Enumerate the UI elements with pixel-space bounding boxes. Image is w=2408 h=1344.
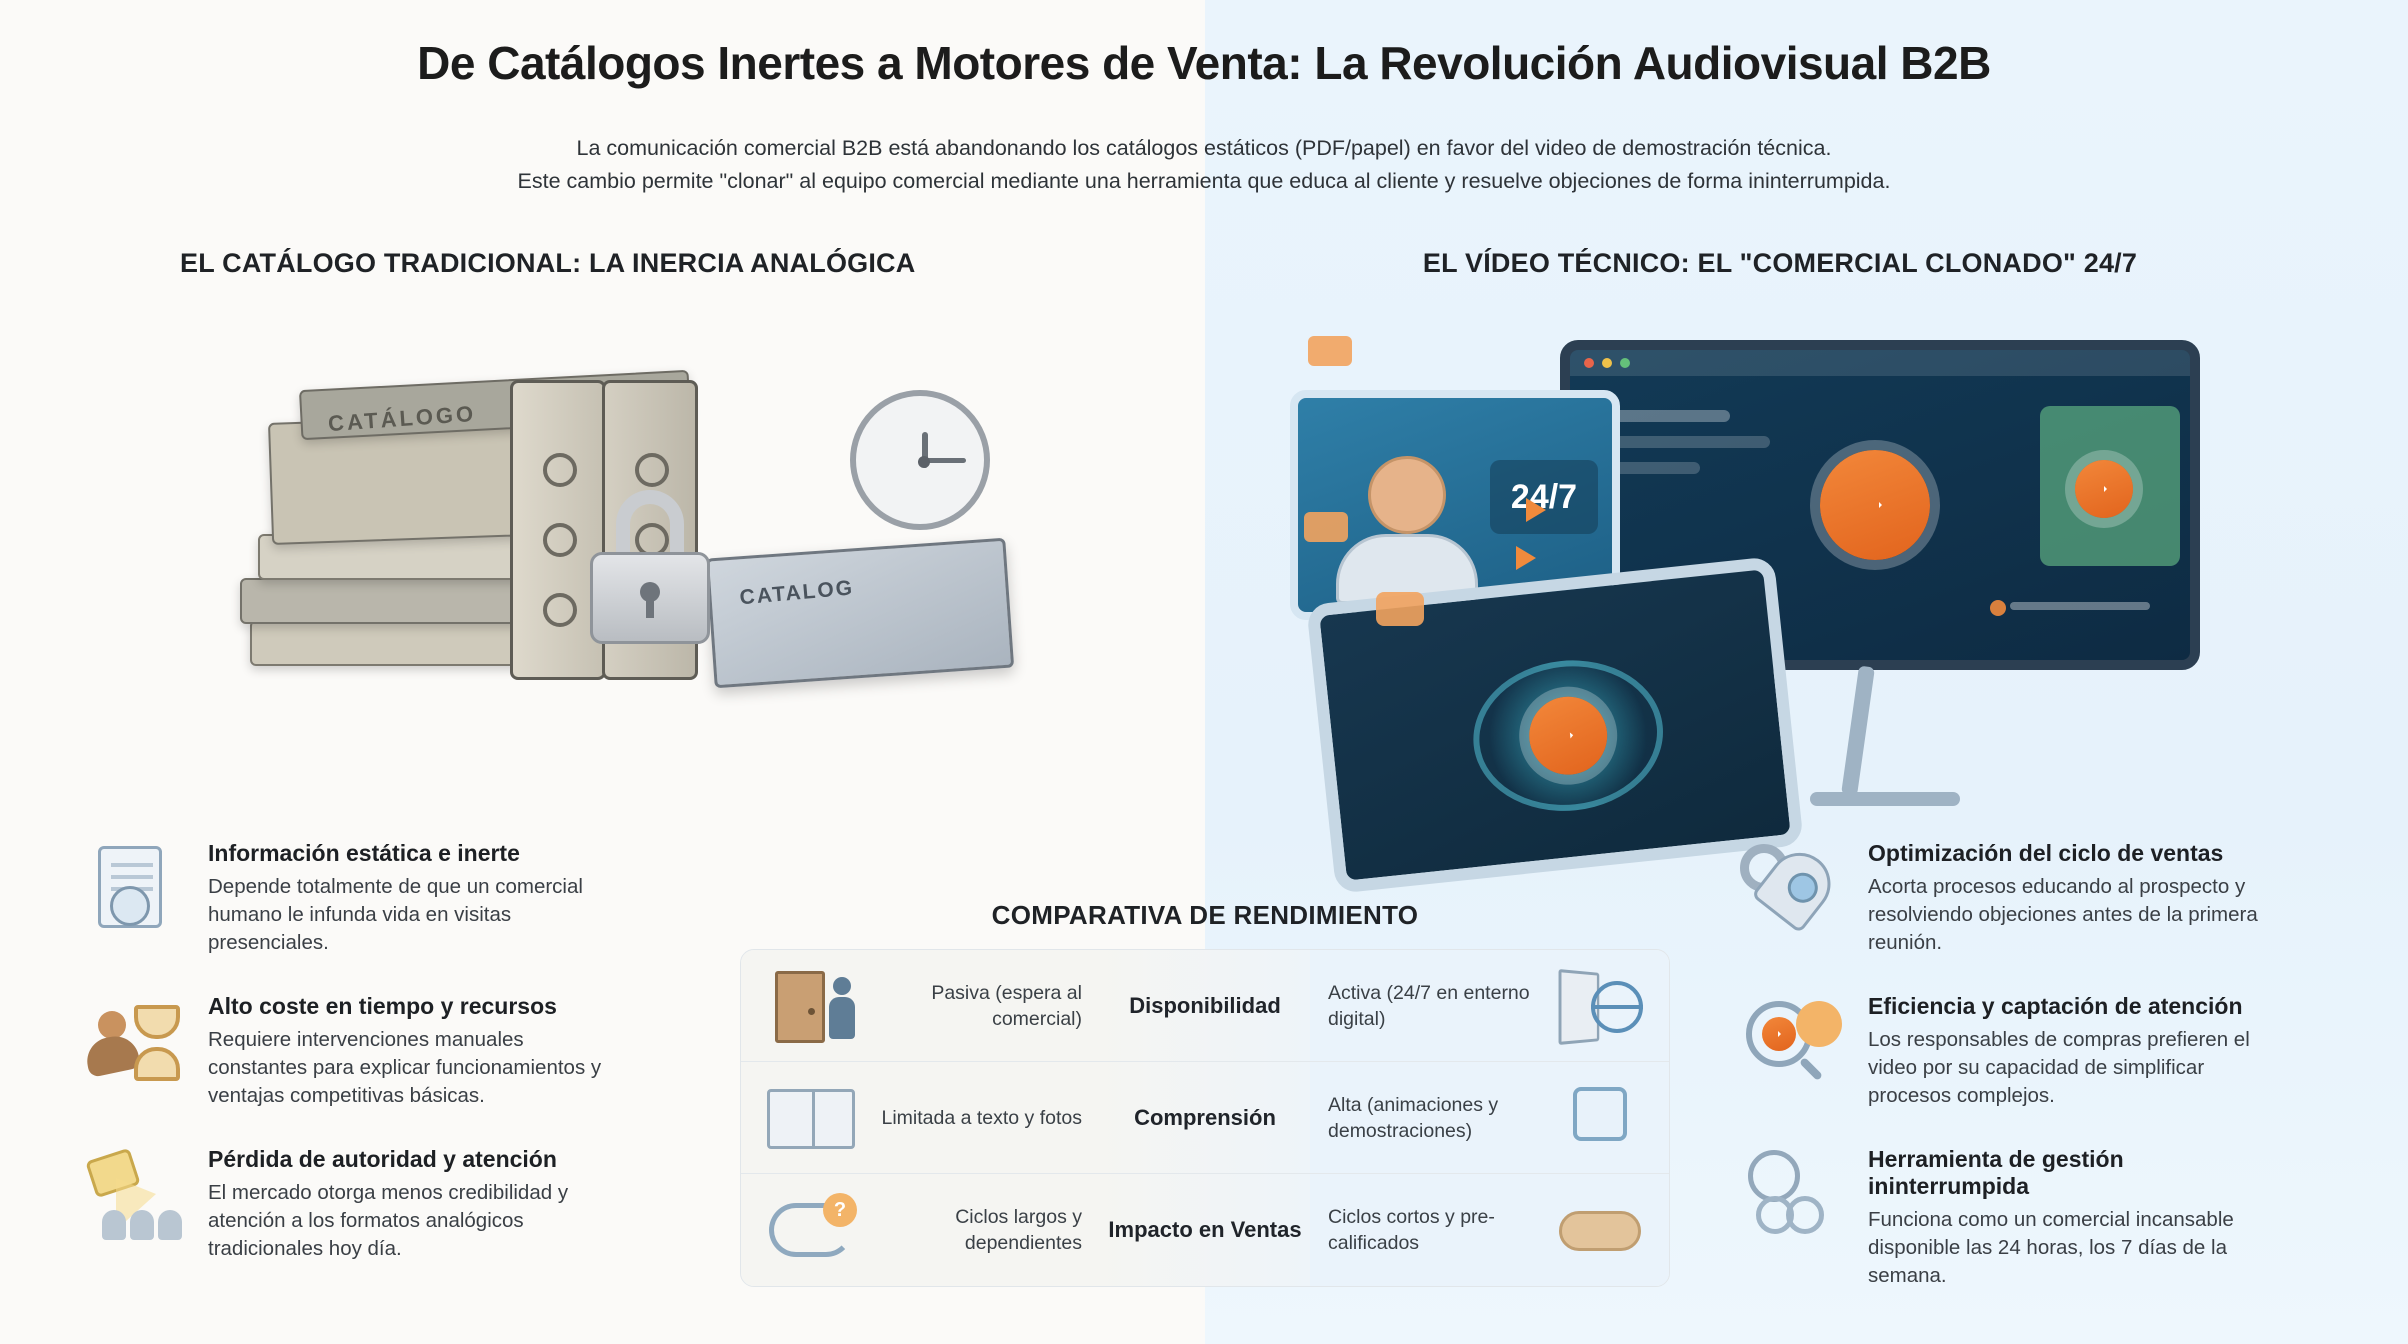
row-right-text: Ciclos cortos y pre-calificados xyxy=(1328,1206,1495,1254)
row-right-text: Activa (24/7 en enterno digital) xyxy=(1328,981,1530,1030)
row-label: Disponibilidad xyxy=(1100,950,1310,1061)
left-bullet-list xyxy=(60,840,620,1299)
bullet-title: Optimización del ciclo de ventas xyxy=(1868,840,2224,866)
chat-chip-icon xyxy=(1304,512,1348,542)
bullet-text: El mercado otorga menos credibilidad y atención a los formatos analógicos tradicionales hoy día. xyxy=(208,1181,569,1260)
play-button-icon[interactable] xyxy=(1820,450,1930,560)
table-row xyxy=(741,950,1669,1062)
list-item xyxy=(60,993,620,1110)
list-item xyxy=(1720,840,2280,957)
row-label: Impacto en Ventas xyxy=(1100,1174,1310,1286)
comparison-section xyxy=(740,900,1670,1287)
subtitle-line-1: La comunicación comercial B2B está abandonando los catálogos estáticos (PDF/papel) en favor del video de demostración técnica. xyxy=(576,136,1832,160)
page-title: De Catálogos Inertes a Motores de Venta: La Revolución Audiovisual B2B xyxy=(417,37,1991,89)
chat-chip-icon xyxy=(1376,592,1424,626)
comparison-title: COMPARATIVA DE RENDIMIENTO xyxy=(991,900,1419,930)
hourglass-effort-icon xyxy=(80,995,184,1091)
row-left-cell xyxy=(741,950,1100,1061)
bullet-title: Alto coste en tiempo y recursos xyxy=(208,993,557,1019)
handshake-icon xyxy=(1547,1191,1651,1269)
row-left-cell xyxy=(741,1062,1100,1173)
bullet-title: Pérdida de autoridad y atención xyxy=(208,1146,557,1172)
row-right-cell xyxy=(1310,950,1669,1061)
row-left-text: Ciclos largos y dependientes xyxy=(955,1206,1082,1254)
catalog-cover-icon xyxy=(706,538,1014,689)
bullet-title: Eficiencia y captación de atención xyxy=(1868,993,2243,1019)
row-right-cell xyxy=(1310,1062,1669,1173)
bullet-text: Los responsables de compras prefieren el video por su capacidad de simplificar procesos complejos. xyxy=(1868,1028,2250,1107)
traditional-catalog-illustration xyxy=(150,320,1100,850)
right-bullet-list xyxy=(1720,840,2280,1326)
right-column-title: EL VÍDEO TÉCNICO: EL "COMERCIAL CLONADO" 24/7 xyxy=(1422,248,2138,278)
flow-arrow-icon xyxy=(1516,546,1536,570)
open-book-icon xyxy=(759,1079,863,1157)
row-left-text: Pasiva (espera al comercial) xyxy=(931,981,1082,1030)
catalog-front-label: CATALOG xyxy=(738,576,855,610)
clock-infinity-icon xyxy=(1740,1148,1844,1244)
left-column-title: EL CATÁLOGO TRADICIONAL: LA INERCIA ANALÓGICA xyxy=(180,248,916,278)
spotlight-audience-icon xyxy=(80,1148,184,1244)
comparison-table xyxy=(740,949,1670,1287)
row-label: Comprensión xyxy=(1100,1062,1310,1173)
bullet-title: Información estática e inerte xyxy=(208,840,520,866)
list-item xyxy=(1720,1146,2280,1290)
flow-arrow-icon xyxy=(1526,498,1546,522)
bullet-text: Funciona como un comercial incansable disponible las 24 horas, los 7 días de la semana. xyxy=(1868,1208,2234,1287)
row-left-cell xyxy=(741,1174,1100,1286)
subtitle-line-2: Este cambio permite "clonar" al equipo comercial mediante una herramienta que educa al cliente y resuelve objeciones de forma ininterrumpida. xyxy=(517,169,1891,193)
page-subtitle xyxy=(0,132,2408,198)
bullet-text: Depende totalmente de que un comercial humano le infunda vida en visitas presenciales. xyxy=(208,875,583,954)
magnifier-play-icon xyxy=(1740,995,1844,1091)
open-door-globe-icon xyxy=(1547,967,1651,1045)
clock-icon xyxy=(850,390,990,530)
table-row xyxy=(741,1174,1669,1286)
play-button-icon[interactable] xyxy=(2075,460,2133,518)
monitor-base xyxy=(1810,792,1960,806)
3d-cube-icon xyxy=(1547,1079,1651,1157)
row-right-text: Alta (animaciones y demostraciones) xyxy=(1328,1093,1499,1142)
availability-badge: 24/7 xyxy=(1490,460,1598,534)
list-item xyxy=(60,840,620,957)
row-right-cell xyxy=(1310,1174,1669,1286)
bullet-title: Herramienta de gestión ininterrumpida xyxy=(1868,1146,2124,1199)
static-document-icon xyxy=(80,842,184,938)
winding-path-icon: ? xyxy=(759,1191,863,1269)
list-item xyxy=(60,1146,620,1263)
catalog-spine-label: CATÁLOGO xyxy=(327,400,477,437)
monitor-stand xyxy=(1841,666,1875,797)
closed-door-icon xyxy=(759,967,863,1045)
chat-chip-icon xyxy=(1308,336,1352,366)
row-left-text: Limitada a texto y fotos xyxy=(881,1106,1082,1129)
video-technology-illustration xyxy=(1290,330,2310,890)
bullet-text: Acorta procesos educando al prospecto y resolviendo objeciones antes de la primera reunión. xyxy=(1868,875,2258,954)
list-item xyxy=(1720,993,2280,1110)
bullet-text: Requiere intervenciones manuales constantes para explicar funcionamientos y ventajas competitivas básicas. xyxy=(208,1028,602,1107)
agent-avatar-icon xyxy=(1368,456,1446,534)
rocket-gear-icon xyxy=(1740,842,1844,938)
table-row xyxy=(741,1062,1669,1174)
padlock-icon xyxy=(590,490,710,640)
